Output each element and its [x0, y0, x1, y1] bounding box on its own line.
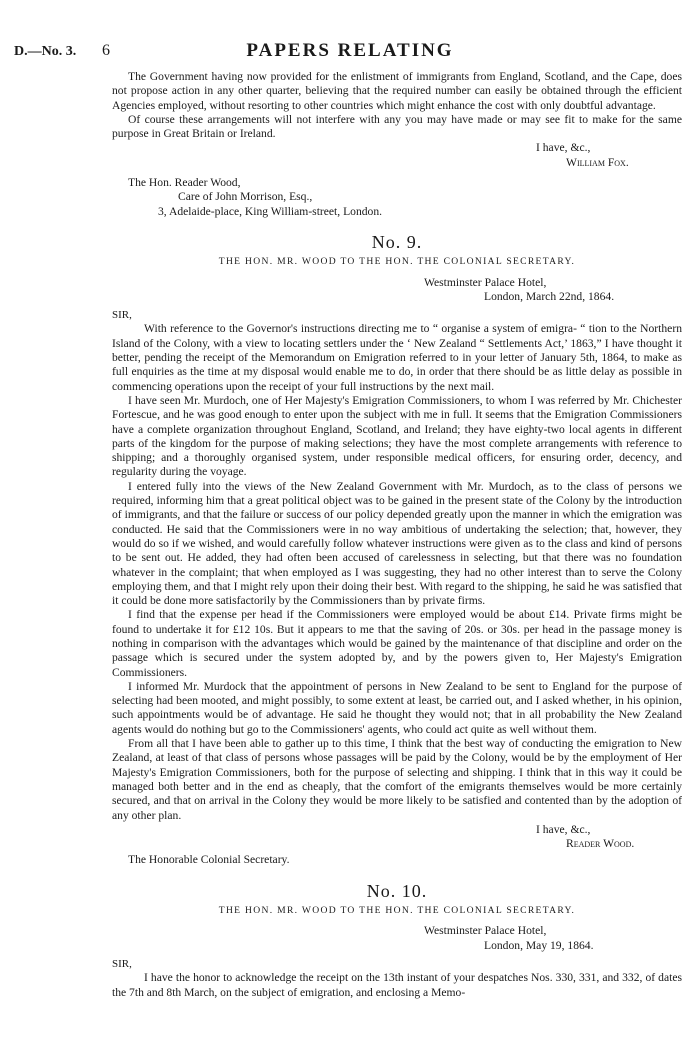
letter-date: London, May 19, 1864.	[484, 938, 594, 952]
letter-date: London, March 22nd, 1864.	[484, 289, 615, 303]
letter-caption: THE HON. MR. WOOD TO THE HON. THE COLONIAL SECRETARY.	[218, 905, 576, 917]
closing: I have, &c.,	[536, 141, 591, 155]
addressee-line: The Hon. Reader Wood,	[128, 176, 241, 190]
paragraph: I informed Mr. Murdock that the appointment of persons in New Zealand to be sent to England for the purpose of selecting had been mooted, and might possibly, to some extent at least, be carried out, and I asked whether, in his opinion, such appointments would be of advantage. He said he thought they would not; that in all probability the New Zealand agents would do nothing but go to the Commissioners' agents, who could act quite as well without them.	[112, 679, 682, 736]
paragraph: With reference to the Governor's instructions directing me to “ organise a system of emigra- “ tion to the Northern Island of the Colony, with a view to locating settlers under the ‘ New Zealand “ Settlements Act,’ 1863,” I have thought it better, pending the receipt of the Memorandum on Emigration referred to in your letter of January 5th, 1864, to make as full enquiries as the time at my disposal would enable me to do, in order that there should be as little delay as possible in commencing operations upon the receipt of your full instructions by the next mail.	[112, 322, 682, 393]
paragraph: Of course these arrangements will not interfere with any you may have made or may see fit to make for the same purpose in Great Britain or Ireland.	[112, 112, 682, 141]
letter-place: Westminster Palace Hotel,	[424, 924, 547, 938]
paragraph: I find that the expense per head if the Commissioners were employed would be about £14. Private firms might be found to undertake it for £12 10s. But it appears to me that the saving of 20s. or 30s. per head in the passage money is nothing in comparison with the advantages which would be gained by the maintenance of that discipline and order on the passage which is secured under the system adopted by, and by the powers given to, Her Majesty's Emigration Commissioners.	[112, 608, 682, 679]
signature: Reader Wood.	[566, 837, 635, 851]
page-number: 6	[102, 42, 110, 59]
paragraph: I have seen Mr. Murdoch, one of Her Majesty's Emigration Commissioners, to whom I was referred by Mr. Chichester Fortescue, and he was good enough to enter upon the subject with me in full. It seems that the Emigration Commissioners have a complete organization throughout England, Scotland, and Ireland; they have eighty-two local agents in different parts of the kingdom for the purpose of making selections; they have the most complete arrangements with reference to shipping; and a thoroughly organised system, under responsible medical officers, for ensuring order, decency, and regularity during the voyage.	[112, 393, 682, 479]
letter-8-tail	[112, 70, 682, 219]
letter-10	[112, 880, 682, 1000]
paragraph: I have the honor to acknowledge the receipt on the 13th instant of your despatches Nos. 330, 331, and 332, of dates the 7th and 8th March, on the subject of emigration, and enclosing a Memo-	[112, 971, 682, 999]
closing: I have, &c.,	[536, 822, 591, 836]
salutation: SIR,	[112, 957, 132, 970]
addressee-line: Care of John Morrison, Esq.,	[178, 190, 313, 204]
paragraph: I entered fully into the views of the New Zealand Government with Mr. Murdoch, as to the class of persons we required, informing him that a great political object was to be gained in the present state of the Colony by the introduction of immigrants, and that the failure or success of our policy depended greatly upon the manner in which the emigration was conducted. He said that the Commissioners were in no way ambitious of undertaking the selection; that, however, they would do so if we wished, and would carefully follow whatever instructions were given as to the class and kind of persons to be sent out. He added, they had often been accused of carelessness in selecting, but that there was no foundation whatever in the complaint; that when employed as I was suggesting, they had no other interest than to serve the Colony employing them, and that I might rely upon their doing their best. With regard to the shipping, he said he was satisfied that it could be done more satisfactorily by the Commissioners than by private firms.	[112, 479, 682, 608]
letter-9	[112, 231, 682, 868]
document-body	[112, 70, 682, 1000]
document-reference: D.—No. 3.	[14, 44, 77, 59]
paragraph: The Government having now provided for the enlistment of immigrants from England, Scotland, and the Cape, does not propose action in any other quarter, believing that the required number can easily be obtained through the efficient Agencies employed, without resorting to other countries which might enhance the cost with only doubtful advantage.	[112, 70, 682, 112]
letter-number: No. 10.	[366, 880, 428, 901]
paragraph: From all that I have been able to gather up to this time, I think that the best way of conducting the emigration to New Zealand, at least of that class of persons whose passages will be paid by the Colony, would be by the employment of Her Majesty's Emigration Commissioners, both for the purpose of selecting and shipping. I think that in this way it could be managed both better and in the end as cheaply, that the comfort of the emigrants themselves would be more certainly secured, and that on arrival in the Colony they would be more likely to be satisfied and contented than by the adoption of any other plan.	[112, 737, 682, 822]
salutation: SIR,	[112, 309, 132, 322]
signature: William Fox.	[566, 155, 629, 169]
running-title: PAPERS RELATING	[246, 40, 454, 61]
addressee-line: The Honorable Colonial Secretary.	[128, 853, 290, 867]
addressee-line: 3, Adelaide-place, King William-street, London.	[158, 204, 383, 218]
letter-number: No. 9.	[371, 231, 423, 252]
letter-caption: THE HON. MR. WOOD TO THE HON. THE COLONIAL SECRETARY.	[218, 256, 576, 268]
letter-place: Westminster Palace Hotel,	[424, 275, 547, 289]
